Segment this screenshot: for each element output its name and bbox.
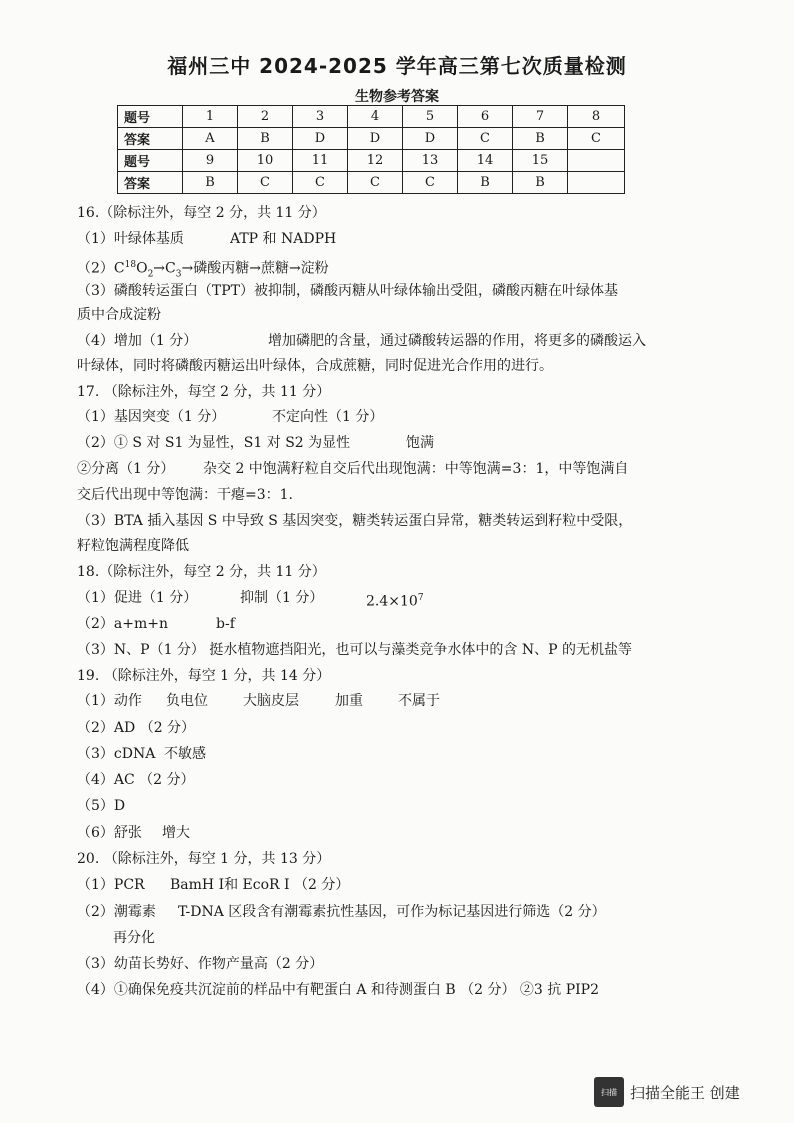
q17-answer-2: （2）① S 对 S1 为显性，S1 对 S2 为显性 [77,435,351,451]
table-cell: D [348,128,403,150]
page-subtitle: 生物参考答案 [355,89,439,105]
q19-answer-5: （5）D [77,798,126,814]
q16-answer-4c: 叶绿体，同时将磷酸丙糖运出叶绿体，合成蔗糖，同时促进光合作用的进行。 [77,358,553,374]
q18-answer-1b: 抑制（1 分） [240,590,324,606]
page-title: 福州三中 2024-2025 学年高三第七次质量检测 [167,54,627,78]
q18-answer-2b: b-f [216,616,235,632]
table-cell: B [183,172,238,194]
q19-answer-3b: 不敏感 [164,746,206,762]
q16-answer-4b: 增加磷肥的含量，通过磷酸转运器的作用，将更多的磷酸运入 [268,333,646,349]
table-cell: 8 [568,106,625,128]
table-cell: 9 [183,150,238,172]
q16-heading: 16.（除标注外，每空 2 分，共 11 分） [77,205,326,221]
q19-answer-1d: 加重 [335,693,363,709]
q19-answer-2: （2）AD （2 分） [77,720,196,736]
q19-answer-3: （3）cDNA [77,746,156,762]
q17-answer-2c: ②分离（1 分） [77,461,175,477]
table-cell: 10 [238,150,293,172]
q19-answer-6b: 增大 [162,825,190,841]
q16-answer-2: $(2)C^{18}O_2\to C_3\to$磷酸丙糖→蔗糖→淀粉 [77,260,329,280]
row-label: 题号 [118,150,183,172]
q18-answer-1: （1）促进（1 分） [77,590,198,606]
scanner-logo-icon: 扫描 [594,1077,624,1107]
q16-answer-1b: ATP 和 NADPH [230,231,337,247]
table-cell: D [403,128,458,150]
table-cell: 1 [183,106,238,128]
q19-answer-6: （6）舒张 [77,825,142,841]
q20-answer-2: （2）潮霉素 [77,904,156,920]
q16-answer-4: （4）增加（1 分） [77,333,198,349]
q17-answer-2e: 交后代出现中等饱满：干瘪=3：1. [77,487,293,503]
row-label: 答案 [118,128,183,150]
q18-answer-1c: $2.4\times 10^7$ [366,593,424,610]
q19-heading: 19. （除标注外，每空 1 分，共 14 分） [77,668,331,684]
table-cell: 13 [403,150,458,172]
q19-answer-4: （4）AC （2 分） [77,772,195,788]
q20-answer-2c: 再分化 [113,930,155,946]
q18-heading: 18.（除标注外，每空 2 分，共 11 分） [77,564,326,580]
q17-answer-3b: 籽粒饱满程度降低 [77,538,189,554]
table-cell: C [348,172,403,194]
q16-answer-1: （1）叶绿体基质 [77,231,184,247]
table-cell: B [458,172,513,194]
table-row [118,106,625,128]
table-cell: 12 [348,150,403,172]
table-cell: C [458,128,513,150]
q17-answer-2b: 饱满 [406,435,434,451]
q19-answer-1: （1）动作 [77,693,142,709]
scanner-watermark [594,1077,740,1107]
q17-heading: 17. （除标注外，每空 2 分，共 11 分） [77,384,331,400]
q20-answer-4: （4）①确保免疫共沉淀前的样品中有靶蛋白 A 和待测蛋白 B （2 分） ②3 抗 PIP2 [77,982,599,998]
q17-answer-1b: 不定向性（1 分） [272,409,384,425]
table-row [118,172,625,194]
table-cell: 2 [238,106,293,128]
table-cell: 3 [293,106,348,128]
row-label: 答案 [118,172,183,194]
table-cell: C [293,172,348,194]
table-cell: 5 [403,106,458,128]
table-cell: 7 [513,106,568,128]
table-cell: A [183,128,238,150]
scanner-credit: 扫描全能王 创建 [630,1083,740,1102]
q19-answer-1c: 大脑皮层 [243,693,299,709]
table-cell: C [238,172,293,194]
q19-answer-1b: 负电位 [166,693,208,709]
answer-table [117,105,625,194]
table-cell: C [403,172,458,194]
table-cell: D [293,128,348,150]
table-cell: 4 [348,106,403,128]
q16-answer-3: （3）磷酸转运蛋白（TPT）被抑制，磷酸丙糖从叶绿体输出受阻，磷酸丙糖在叶绿体基 [77,283,619,299]
q20-heading: 20. （除标注外，每空 1 分，共 13 分） [77,851,331,867]
q20-answer-1: （1）PCR [77,877,145,893]
q18-answer-2: （2）a+m+n [77,616,169,632]
table-row [118,150,625,172]
table-cell: 15 [513,150,568,172]
table-cell [568,150,625,172]
q16-answer-3b: 质中合成淀粉 [77,307,161,323]
q18-answer-3: （3）N、P（1 分） 挺水植物遮挡阳光，也可以与藻类竞争水体中的含 N、P 的无机盐等 [77,642,632,658]
q20-answer-1b: BamH Ⅰ和 EcoR Ⅰ （2 分） [170,877,350,893]
table-cell: B [513,172,568,194]
table-cell: C [568,128,625,150]
q20-answer-3: （3）幼苗长势好、作物产量高（2 分） [77,956,324,972]
q20-answer-2b: T-DNA 区段含有潮霉素抗性基因，可作为标记基因进行筛选（2 分） [178,904,606,920]
q19-answer-1e: 不属于 [398,693,440,709]
q17-answer-2d: 杂交 2 中饱满籽粒自交后代出现饱满：中等饱满=3：1，中等饱满自 [203,461,629,477]
table-row [118,128,625,150]
table-cell: 14 [458,150,513,172]
table-cell: B [238,128,293,150]
table-cell: 6 [458,106,513,128]
table-cell: 11 [293,150,348,172]
table-cell [568,172,625,194]
q17-answer-1: （1）基因突变（1 分） [77,409,226,425]
q17-answer-3: （3）BTA 插入基因 S 中导致 S 基因突变，糖类转运蛋白异常，糖类转运到籽粒中受限， [77,513,633,529]
table-cell: B [513,128,568,150]
row-label: 题号 [118,106,183,128]
